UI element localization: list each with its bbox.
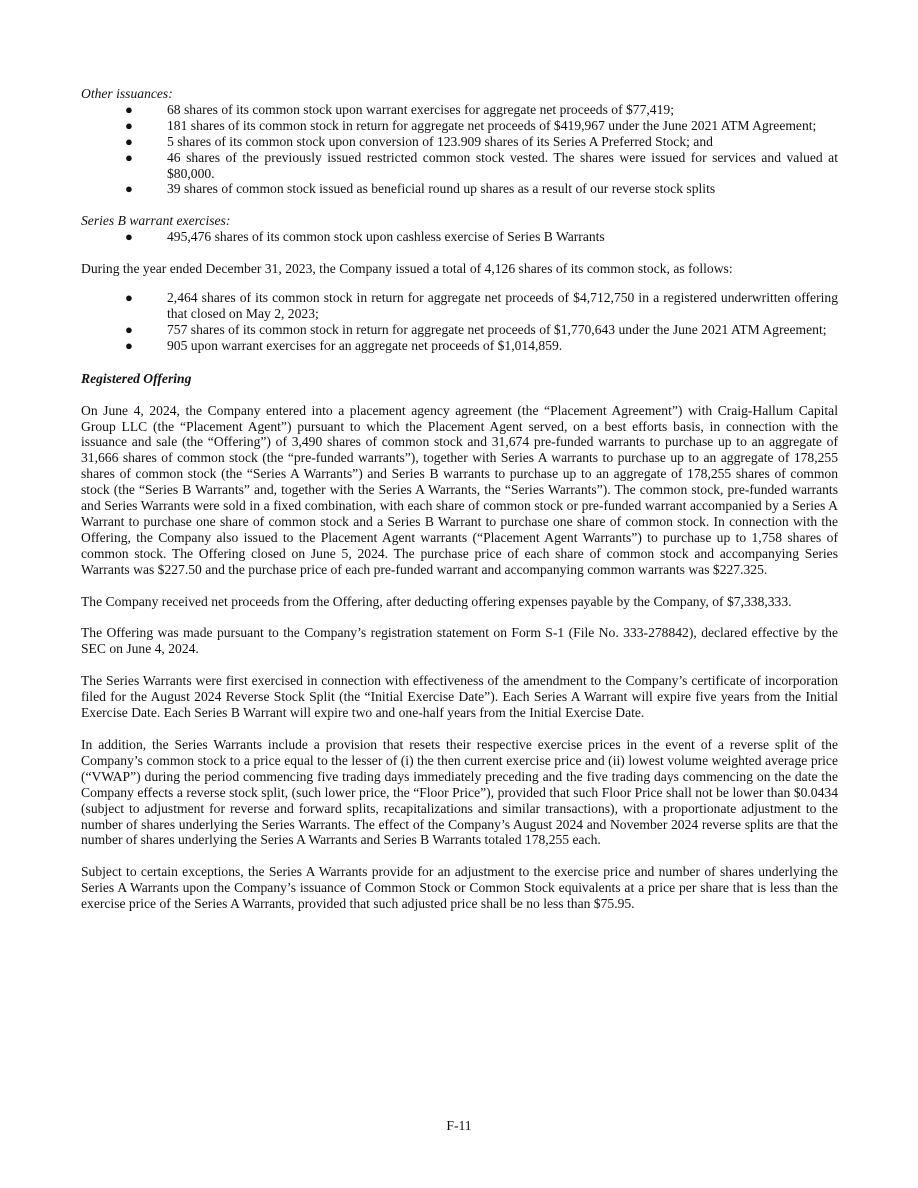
bullet-icon: ● [125, 337, 133, 353]
list-item: ● 905 upon warrant exercises for an aggregate net proceeds of $1,014,859. [125, 337, 563, 353]
list-item: ● 5 shares of its common stock upon conversion of 123.909 shares of its Series A Preferred Stock; and [125, 133, 713, 149]
reset-provision-paragraph: In addition, the Series Warrants include a provision that resets their respective exercise prices in the event of a reverse split of the Company’s common stock to a price equal to the lesser of (i) the then current exercise price and (ii) lowest volume weighted average price (“VWAP”) during the period commencing five trading days immediately preceding and the five trading days commencing on the date the Company effects a reverse stock split, (such lower price, the “Floor Price”), provided that such Floor Price shall not be lower than $0.0434 (subject to adjustment for reverse and forward splits, recapitalizations and similar transactions), with a proportionate adjustment to the number of shares underlying the Series Warrants. The effect of the Company’s August 2024 and November 2024 reverse splits are that the number of shares underlying the Series A Warrants and Series B Warrants totaled 178,255 each. [81, 737, 838, 848]
bullet-icon: ● [125, 229, 133, 245]
registration-paragraph: The Offering was made pursuant to the Company’s registration statement on Form S-1 (File No. 333-278842), declared effective by the SEC on June 4, 2024. [81, 625, 838, 657]
bullet-icon: ● [125, 321, 133, 337]
year-2023-list [81, 290, 838, 354]
net-proceeds-paragraph: The Company received net proceeds from the Offering, after deducting offering expenses payable by the Company, of $7,338,333. [81, 593, 792, 609]
bullet-icon: ● [125, 117, 133, 133]
page-number: F-11 [446, 1118, 472, 1133]
series-b-heading: Series B warrant exercises: [81, 213, 231, 229]
bullet-icon: ● [125, 149, 133, 165]
bullet-icon: ● [125, 181, 133, 197]
list-item: ● 757 shares of its common stock in return for aggregate net proceeds of $1,770,643 under the June 2021 ATM Agreement; [125, 321, 827, 337]
offering-paragraph: On June 4, 2024, the Company entered into a placement agency agreement (the “Placement Agreement”) with Craig-Hallum Capital Group LLC (the “Placement Agent”) pursuant to which the Placement Agent served, on a best efforts basis, in connection with the issuance and sale (the “Offering”) of 3,490 shares of common stock and 31,674 pre-funded warrants to purchase up to an aggregate of 31,666 shares of common stock (the “pre-funded warrants”), together with Series A warrants to purchase up to an aggregate of 178,255 shares of common stock (the “Series A Warrants”) and Series B warrants to purchase up to an aggregate of 178,255 shares of common stock (the “Series B Warrants” and, together with the Series A Warrants, the “Series Warrants”). The common stock, pre-funded warrants and Series Warrants were sold in a fixed combination, with each share of common stock or pre-funded warrant accompanied by a Series A Warrant to purchase one share of common stock and a Series B Warrant to purchase one share of common stock. In connection with the Offering, the Company also issued to the Placement Agent warrants (“Placement Agent Warrants”) to purchase up to 1,758 shares of common stock. The Offering closed on June 5, 2024. The purchase price of each share of common stock and accompanying Series Warrants was $227.50 and the purchase price of each pre-funded warrant and accompanying common warrants was $227.325. [81, 402, 838, 577]
bullet-icon: ● [125, 101, 133, 117]
year-2023-intro: During the year ended December 31, 2023, the Company issued a total of 4,126 shares of its common stock, as follows: [81, 261, 733, 277]
list-item: ● 181 shares of its common stock in return for aggregate net proceeds of $419,967 under the June 2021 ATM Agreement; [125, 117, 817, 133]
list-item: ● 495,476 shares of its common stock upon cashless exercise of Series B Warrants [125, 229, 605, 245]
list-item: ● 68 shares of its common stock upon warrant exercises for aggregate net proceeds of $77,419; [125, 101, 674, 117]
list-item: ● 39 shares of common stock issued as beneficial round up shares as a result of our reverse stock splits [125, 181, 716, 197]
exercise-date-paragraph: The Series Warrants were first exercised in connection with effectiveness of the amendment to the Company’s certificate of incorporation filed for the August 2024 Reverse Stock Split (the “Initial Exercise Date”). Each Series A Warrant will expire five years from the Initial Exercise Date. Each Series B Warrant will expire two and one-half years from the Initial Exercise Date. [81, 673, 838, 721]
bullet-icon: ● [125, 133, 133, 149]
adjustment-paragraph: Subject to certain exceptions, the Series A Warrants provide for an adjustment to the exercise price and number of shares underlying the Series A Warrants upon the Company’s issuance of Common Stock or Common Stock equivalents at a price per share that is less than the exercise price of the Series A Warrants, provided that such adjusted price shall be no less than $75.95. [81, 864, 838, 912]
series-b-list [81, 229, 838, 245]
document-page [81, 86, 838, 912]
list-item: ● 2,464 shares of its common stock in return for aggregate net proceeds of $4,712,750 in a registered underwritten offering that closed on May 2, 2023; [125, 290, 838, 321]
registered-offering-heading: Registered Offering [81, 370, 192, 386]
bullet-icon: ● [125, 290, 133, 306]
list-item: ● 46 shares of the previously issued restricted common stock vested. The shares were issued for services and valued at $80,000. [125, 149, 838, 181]
other-issuances-list [81, 102, 838, 197]
other-issuances-heading: Other issuances: [81, 86, 173, 101]
